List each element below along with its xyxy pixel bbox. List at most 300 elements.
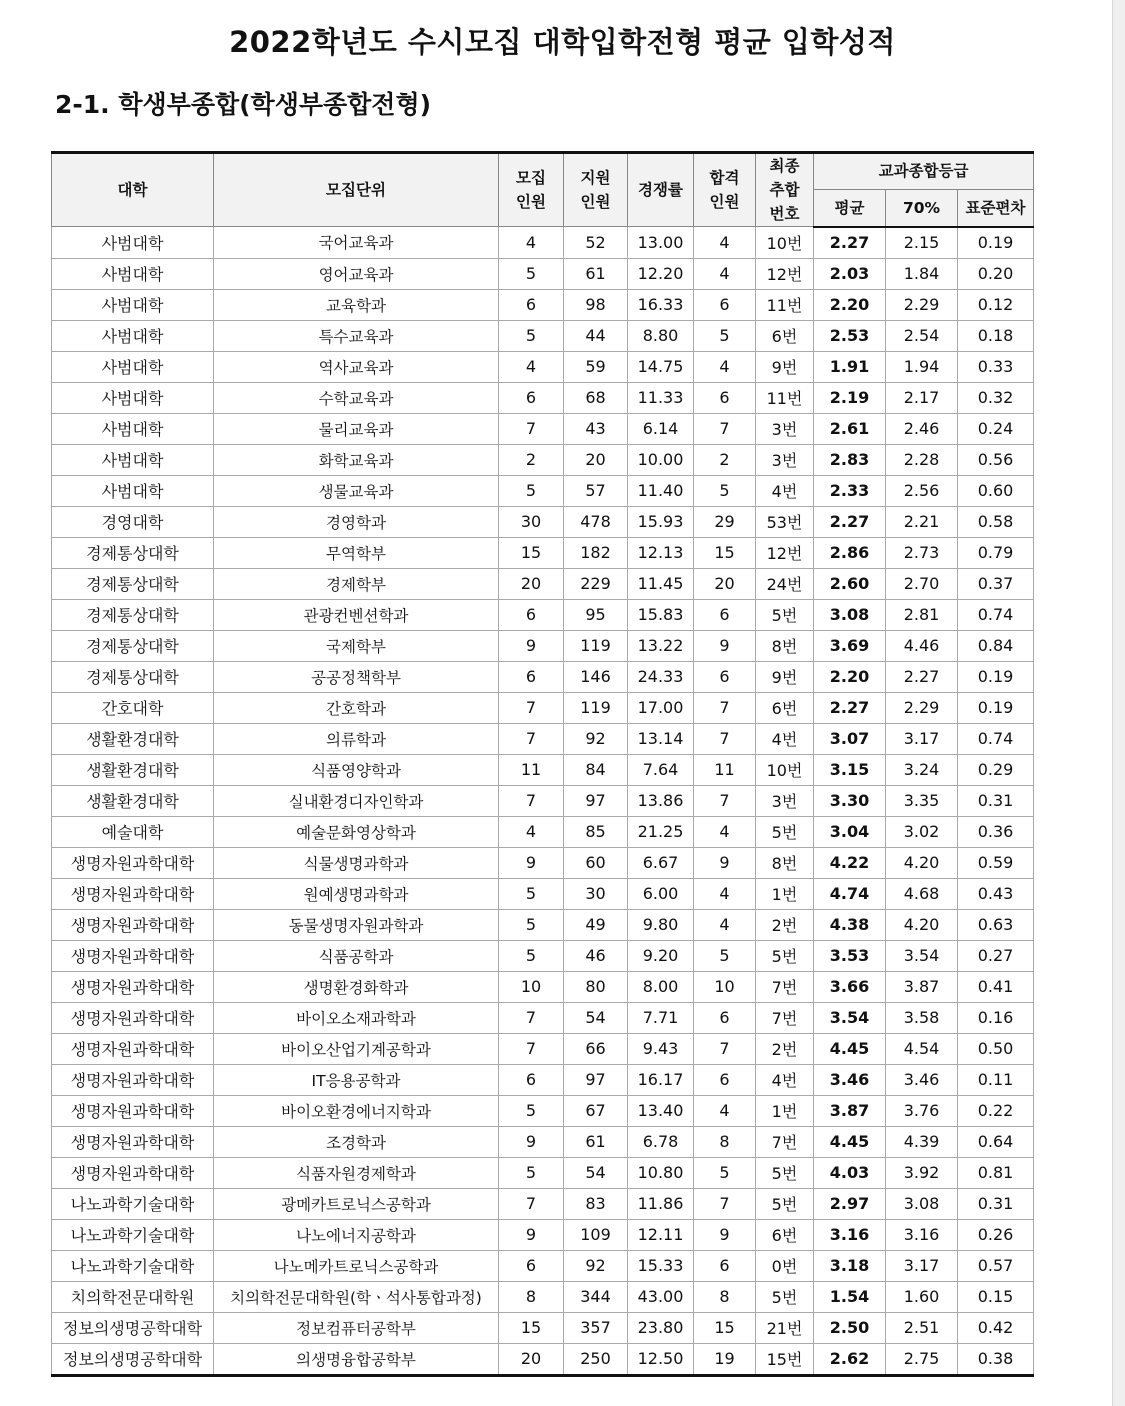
recruit-cell: 9 [499, 1126, 564, 1157]
grade-sd-cell: 0.59 [958, 847, 1034, 878]
grade-70pct-cell: 3.46 [886, 1064, 958, 1095]
grade-sd-cell: 0.19 [958, 227, 1034, 259]
ratio-cell: 12.20 [628, 258, 694, 289]
ratio-cell: 12.50 [628, 1343, 694, 1375]
header-final-line2: 추합 [769, 181, 800, 199]
grade-70pct-cell: 2.51 [886, 1312, 958, 1343]
avg-grade-cell: 2.60 [814, 568, 886, 599]
pass-cell: 19 [694, 1343, 756, 1375]
grade-sd-cell: 0.50 [958, 1033, 1034, 1064]
recruit-cell: 20 [499, 568, 564, 599]
grade-sd-cell: 0.84 [958, 630, 1034, 661]
table-row [52, 351, 1034, 382]
college-cell: 나노과학기술대학 [52, 1219, 214, 1250]
grade-70pct-cell: 2.28 [886, 444, 958, 475]
page-margin-shade [1113, 0, 1125, 1406]
table-row [52, 1157, 1034, 1188]
grade-70pct-cell: 2.81 [886, 599, 958, 630]
college-cell: 생활환경대학 [52, 723, 214, 754]
college-cell: 경제통상대학 [52, 568, 214, 599]
pass-cell: 4 [694, 909, 756, 940]
table-row [52, 909, 1034, 940]
grade-sd-cell: 0.33 [958, 351, 1034, 382]
recruit-cell: 7 [499, 413, 564, 444]
grade-70pct-cell: 3.58 [886, 1002, 958, 1033]
ratio-cell: 16.33 [628, 289, 694, 320]
table-row [52, 382, 1034, 413]
grade-sd-cell: 0.19 [958, 692, 1034, 723]
grade-sd-cell: 0.57 [958, 1250, 1034, 1281]
pass-cell: 11 [694, 754, 756, 785]
avg-grade-cell: 1.54 [814, 1281, 886, 1312]
unit-cell: 광메카트로닉스공학과 [214, 1188, 499, 1219]
college-cell: 정보의생명공학대학 [52, 1312, 214, 1343]
avg-grade-cell: 3.04 [814, 816, 886, 847]
final-waitlist-cell: 6번 [756, 1219, 814, 1250]
avg-grade-cell: 2.03 [814, 258, 886, 289]
college-cell: 나노과학기술대학 [52, 1188, 214, 1219]
apply-cell: 119 [564, 630, 628, 661]
pass-cell: 10 [694, 971, 756, 1002]
final-waitlist-cell: 5번 [756, 1188, 814, 1219]
table-row [52, 1188, 1034, 1219]
avg-grade-cell: 2.20 [814, 661, 886, 692]
grade-sd-cell: 0.16 [958, 1002, 1034, 1033]
table-row [52, 1343, 1034, 1375]
recruit-cell: 7 [499, 785, 564, 816]
ratio-cell: 6.00 [628, 878, 694, 909]
college-cell: 경제통상대학 [52, 537, 214, 568]
pass-cell: 4 [694, 258, 756, 289]
final-waitlist-cell: 12번 [756, 258, 814, 289]
final-waitlist-cell: 12번 [756, 537, 814, 568]
pass-cell: 15 [694, 537, 756, 568]
recruit-cell: 10 [499, 971, 564, 1002]
final-waitlist-cell: 1번 [756, 878, 814, 909]
grade-70pct-cell: 2.70 [886, 568, 958, 599]
avg-grade-cell: 4.38 [814, 909, 886, 940]
table-row [52, 413, 1034, 444]
ratio-cell: 11.40 [628, 475, 694, 506]
apply-cell: 52 [564, 227, 628, 259]
college-cell: 생명자원과학대학 [52, 909, 214, 940]
unit-cell: 나노에너지공학과 [214, 1219, 499, 1250]
pass-cell: 5 [694, 1157, 756, 1188]
recruit-cell: 7 [499, 692, 564, 723]
unit-cell: 식품공학과 [214, 940, 499, 971]
grade-70pct-cell: 4.20 [886, 909, 958, 940]
apply-cell: 344 [564, 1281, 628, 1312]
college-cell: 사범대학 [52, 475, 214, 506]
grade-70pct-cell: 2.29 [886, 692, 958, 723]
header-apply-line2: 인원 [580, 193, 611, 211]
grade-70pct-cell: 4.54 [886, 1033, 958, 1064]
header-grade-group: 교과종합등급 [814, 153, 1034, 190]
final-waitlist-cell: 4번 [756, 1064, 814, 1095]
final-waitlist-cell: 5번 [756, 599, 814, 630]
recruit-cell: 2 [499, 444, 564, 475]
header-sd: 표준편차 [958, 189, 1034, 226]
final-waitlist-cell: 0번 [756, 1250, 814, 1281]
ratio-cell: 9.43 [628, 1033, 694, 1064]
apply-cell: 20 [564, 444, 628, 475]
pass-cell: 9 [694, 847, 756, 878]
final-waitlist-cell: 2번 [756, 1033, 814, 1064]
college-cell: 경제통상대학 [52, 630, 214, 661]
recruit-cell: 9 [499, 630, 564, 661]
apply-cell: 59 [564, 351, 628, 382]
final-waitlist-cell: 5번 [756, 1281, 814, 1312]
recruit-cell: 9 [499, 847, 564, 878]
pass-cell: 7 [694, 723, 756, 754]
grade-sd-cell: 0.43 [958, 878, 1034, 909]
pass-cell: 6 [694, 1002, 756, 1033]
pass-cell: 4 [694, 878, 756, 909]
college-cell: 사범대학 [52, 382, 214, 413]
ratio-cell: 12.13 [628, 537, 694, 568]
college-cell: 치의학전문대학원 [52, 1281, 214, 1312]
table-row [52, 1095, 1034, 1126]
final-waitlist-cell: 7번 [756, 1126, 814, 1157]
grade-sd-cell: 0.37 [958, 568, 1034, 599]
college-cell: 생명자원과학대학 [52, 1002, 214, 1033]
grade-70pct-cell: 2.54 [886, 320, 958, 351]
header-70pct: 70% [886, 189, 958, 226]
pass-cell: 4 [694, 816, 756, 847]
table-row [52, 847, 1034, 878]
table-row [52, 1064, 1034, 1095]
final-waitlist-cell: 21번 [756, 1312, 814, 1343]
ratio-cell: 10.80 [628, 1157, 694, 1188]
college-cell: 사범대학 [52, 320, 214, 351]
ratio-cell: 10.00 [628, 444, 694, 475]
apply-cell: 66 [564, 1033, 628, 1064]
table-row [52, 971, 1034, 1002]
unit-cell: 국어교육과 [214, 227, 499, 259]
recruit-cell: 4 [499, 816, 564, 847]
college-cell: 경영대학 [52, 506, 214, 537]
grade-sd-cell: 0.58 [958, 506, 1034, 537]
table-row [52, 320, 1034, 351]
header-apply [564, 153, 628, 227]
table-row [52, 599, 1034, 630]
unit-cell: 동물생명자원과학과 [214, 909, 499, 940]
recruit-cell: 4 [499, 351, 564, 382]
table-row [52, 1312, 1034, 1343]
grade-70pct-cell: 4.20 [886, 847, 958, 878]
pass-cell: 2 [694, 444, 756, 475]
grade-70pct-cell: 2.17 [886, 382, 958, 413]
ratio-cell: 13.14 [628, 723, 694, 754]
apply-cell: 95 [564, 599, 628, 630]
college-cell: 생명자원과학대학 [52, 878, 214, 909]
table-row [52, 940, 1034, 971]
grade-70pct-cell: 3.02 [886, 816, 958, 847]
apply-cell: 146 [564, 661, 628, 692]
table-row [52, 1281, 1034, 1312]
college-cell: 사범대학 [52, 444, 214, 475]
recruit-cell: 9 [499, 1219, 564, 1250]
pass-cell: 5 [694, 320, 756, 351]
table-row [52, 816, 1034, 847]
recruit-cell: 15 [499, 537, 564, 568]
header-ratio: 경쟁률 [628, 153, 694, 227]
recruit-cell: 20 [499, 1343, 564, 1375]
apply-cell: 92 [564, 1250, 628, 1281]
unit-cell: 물리교육과 [214, 413, 499, 444]
ratio-cell: 15.83 [628, 599, 694, 630]
apply-cell: 60 [564, 847, 628, 878]
unit-cell: 경영학과 [214, 506, 499, 537]
header-pass [694, 153, 756, 227]
college-cell: 사범대학 [52, 258, 214, 289]
table-row [52, 444, 1034, 475]
final-waitlist-cell: 8번 [756, 630, 814, 661]
recruit-cell: 5 [499, 1157, 564, 1188]
avg-grade-cell: 4.45 [814, 1126, 886, 1157]
unit-cell: 경제학부 [214, 568, 499, 599]
grade-70pct-cell: 3.08 [886, 1188, 958, 1219]
final-waitlist-cell: 11번 [756, 382, 814, 413]
table-row [52, 1219, 1034, 1250]
table-row [52, 289, 1034, 320]
header-recruit [499, 153, 564, 227]
college-cell: 경제통상대학 [52, 661, 214, 692]
ratio-cell: 11.45 [628, 568, 694, 599]
apply-cell: 250 [564, 1343, 628, 1375]
header-unit: 모집단위 [214, 153, 499, 227]
apply-cell: 98 [564, 289, 628, 320]
ratio-cell: 8.00 [628, 971, 694, 1002]
grade-sd-cell: 0.22 [958, 1095, 1034, 1126]
pass-cell: 8 [694, 1281, 756, 1312]
college-cell: 경제통상대학 [52, 599, 214, 630]
avg-grade-cell: 3.18 [814, 1250, 886, 1281]
ratio-cell: 11.33 [628, 382, 694, 413]
grade-70pct-cell: 3.35 [886, 785, 958, 816]
unit-cell: 수학교육과 [214, 382, 499, 413]
table-row [52, 506, 1034, 537]
recruit-cell: 7 [499, 723, 564, 754]
pass-cell: 6 [694, 382, 756, 413]
unit-cell: 영어교육과 [214, 258, 499, 289]
college-cell: 생명자원과학대학 [52, 1157, 214, 1188]
grade-sd-cell: 0.42 [958, 1312, 1034, 1343]
table-row [52, 878, 1034, 909]
grade-70pct-cell: 2.75 [886, 1343, 958, 1375]
recruit-cell: 6 [499, 1250, 564, 1281]
unit-cell: 생물교육과 [214, 475, 499, 506]
header-pass-line2: 인원 [709, 193, 740, 211]
apply-cell: 478 [564, 506, 628, 537]
header-college: 대학 [52, 153, 214, 227]
unit-cell: 식물생명과학과 [214, 847, 499, 878]
ratio-cell: 13.40 [628, 1095, 694, 1126]
pass-cell: 7 [694, 785, 756, 816]
avg-grade-cell: 3.07 [814, 723, 886, 754]
apply-cell: 85 [564, 816, 628, 847]
avg-grade-cell: 3.66 [814, 971, 886, 1002]
apply-cell: 92 [564, 723, 628, 754]
avg-grade-cell: 2.27 [814, 506, 886, 537]
recruit-cell: 7 [499, 1033, 564, 1064]
ratio-cell: 7.64 [628, 754, 694, 785]
final-waitlist-cell: 7번 [756, 971, 814, 1002]
grade-sd-cell: 0.56 [958, 444, 1034, 475]
avg-grade-cell: 3.54 [814, 1002, 886, 1033]
recruit-cell: 11 [499, 754, 564, 785]
recruit-cell: 7 [499, 1188, 564, 1219]
recruit-cell: 5 [499, 320, 564, 351]
avg-grade-cell: 3.16 [814, 1219, 886, 1250]
avg-grade-cell: 1.91 [814, 351, 886, 382]
pass-cell: 5 [694, 940, 756, 971]
avg-grade-cell: 3.30 [814, 785, 886, 816]
ratio-cell: 43.00 [628, 1281, 694, 1312]
final-waitlist-cell: 10번 [756, 227, 814, 259]
apply-cell: 44 [564, 320, 628, 351]
unit-cell: 관광컨벤션학과 [214, 599, 499, 630]
table-row [52, 227, 1034, 259]
grade-sd-cell: 0.36 [958, 816, 1034, 847]
avg-grade-cell: 4.03 [814, 1157, 886, 1188]
avg-grade-cell: 2.61 [814, 413, 886, 444]
table-row [52, 1002, 1034, 1033]
ratio-cell: 6.67 [628, 847, 694, 878]
table-row [52, 661, 1034, 692]
unit-cell: IT응용공학과 [214, 1064, 499, 1095]
apply-cell: 49 [564, 909, 628, 940]
grade-sd-cell: 0.12 [958, 289, 1034, 320]
grade-70pct-cell: 2.21 [886, 506, 958, 537]
grade-sd-cell: 0.29 [958, 754, 1034, 785]
unit-cell: 식품자원경제학과 [214, 1157, 499, 1188]
pass-cell: 7 [694, 413, 756, 444]
recruit-cell: 8 [499, 1281, 564, 1312]
header-final-line3: 번호 [769, 205, 800, 223]
apply-cell: 109 [564, 1219, 628, 1250]
apply-cell: 84 [564, 754, 628, 785]
grade-70pct-cell: 4.39 [886, 1126, 958, 1157]
college-cell: 정보의생명공학대학 [52, 1343, 214, 1375]
apply-cell: 57 [564, 475, 628, 506]
table-row [52, 723, 1034, 754]
grade-sd-cell: 0.31 [958, 1188, 1034, 1219]
unit-cell: 바이오환경에너지학과 [214, 1095, 499, 1126]
final-waitlist-cell: 11번 [756, 289, 814, 320]
final-waitlist-cell: 5번 [756, 816, 814, 847]
avg-grade-cell: 2.62 [814, 1343, 886, 1375]
ratio-cell: 16.17 [628, 1064, 694, 1095]
apply-cell: 229 [564, 568, 628, 599]
avg-grade-cell: 3.15 [814, 754, 886, 785]
table-row [52, 1033, 1034, 1064]
final-waitlist-cell: 6번 [756, 320, 814, 351]
final-waitlist-cell: 6번 [756, 692, 814, 723]
avg-grade-cell: 2.97 [814, 1188, 886, 1219]
apply-cell: 54 [564, 1157, 628, 1188]
unit-cell: 실내환경디자인학과 [214, 785, 499, 816]
table-header [52, 153, 1034, 227]
college-cell: 사범대학 [52, 289, 214, 320]
apply-cell: 46 [564, 940, 628, 971]
final-waitlist-cell: 15번 [756, 1343, 814, 1375]
page-title: 2022학년도 수시모집 대학입학전형 평균 입학성적 [229, 25, 896, 59]
avg-grade-cell: 4.22 [814, 847, 886, 878]
college-cell: 생활환경대학 [52, 754, 214, 785]
grade-sd-cell: 0.15 [958, 1281, 1034, 1312]
grade-70pct-cell: 1.60 [886, 1281, 958, 1312]
avg-grade-cell: 3.08 [814, 599, 886, 630]
grade-sd-cell: 0.32 [958, 382, 1034, 413]
recruit-cell: 5 [499, 940, 564, 971]
final-waitlist-cell: 4번 [756, 723, 814, 754]
grade-sd-cell: 0.26 [958, 1219, 1034, 1250]
grade-70pct-cell: 3.76 [886, 1095, 958, 1126]
apply-cell: 68 [564, 382, 628, 413]
grade-sd-cell: 0.79 [958, 537, 1034, 568]
college-cell: 사범대학 [52, 413, 214, 444]
unit-cell: 간호학과 [214, 692, 499, 723]
pass-cell: 20 [694, 568, 756, 599]
ratio-cell: 11.86 [628, 1188, 694, 1219]
table-row [52, 785, 1034, 816]
header-final-line1: 최종 [769, 157, 800, 175]
header-apply-line1: 지원 [580, 169, 611, 187]
table-row [52, 1250, 1034, 1281]
avg-grade-cell: 4.74 [814, 878, 886, 909]
grade-sd-cell: 0.81 [958, 1157, 1034, 1188]
pass-cell: 6 [694, 1250, 756, 1281]
unit-cell: 치의학전문대학원(학ㆍ석사통합과정) [214, 1281, 499, 1312]
final-waitlist-cell: 7번 [756, 1002, 814, 1033]
header-avg: 평균 [814, 189, 886, 226]
college-cell: 간호대학 [52, 692, 214, 723]
apply-cell: 30 [564, 878, 628, 909]
grade-sd-cell: 0.20 [958, 258, 1034, 289]
header-final [756, 153, 814, 227]
admission-results-table [51, 151, 1034, 1377]
recruit-cell: 7 [499, 1002, 564, 1033]
recruit-cell: 5 [499, 878, 564, 909]
grade-70pct-cell: 3.24 [886, 754, 958, 785]
final-waitlist-cell: 2번 [756, 909, 814, 940]
final-waitlist-cell: 4번 [756, 475, 814, 506]
final-waitlist-cell: 10번 [756, 754, 814, 785]
unit-cell: 국제학부 [214, 630, 499, 661]
apply-cell: 80 [564, 971, 628, 1002]
apply-cell: 119 [564, 692, 628, 723]
apply-cell: 97 [564, 785, 628, 816]
apply-cell: 83 [564, 1188, 628, 1219]
unit-cell: 예술문화영상학과 [214, 816, 499, 847]
pass-cell: 15 [694, 1312, 756, 1343]
ratio-cell: 21.25 [628, 816, 694, 847]
final-waitlist-cell: 1번 [756, 1095, 814, 1126]
grade-70pct-cell: 2.46 [886, 413, 958, 444]
college-cell: 생명자원과학대학 [52, 971, 214, 1002]
unit-cell: 조경학과 [214, 1126, 499, 1157]
ratio-cell: 15.93 [628, 506, 694, 537]
recruit-cell: 15 [499, 1312, 564, 1343]
recruit-cell: 5 [499, 1095, 564, 1126]
pass-cell: 9 [694, 630, 756, 661]
avg-grade-cell: 2.53 [814, 320, 886, 351]
ratio-cell: 6.14 [628, 413, 694, 444]
unit-cell: 화학교육과 [214, 444, 499, 475]
unit-cell: 정보컴퓨터공학부 [214, 1312, 499, 1343]
unit-cell: 식품영양학과 [214, 754, 499, 785]
